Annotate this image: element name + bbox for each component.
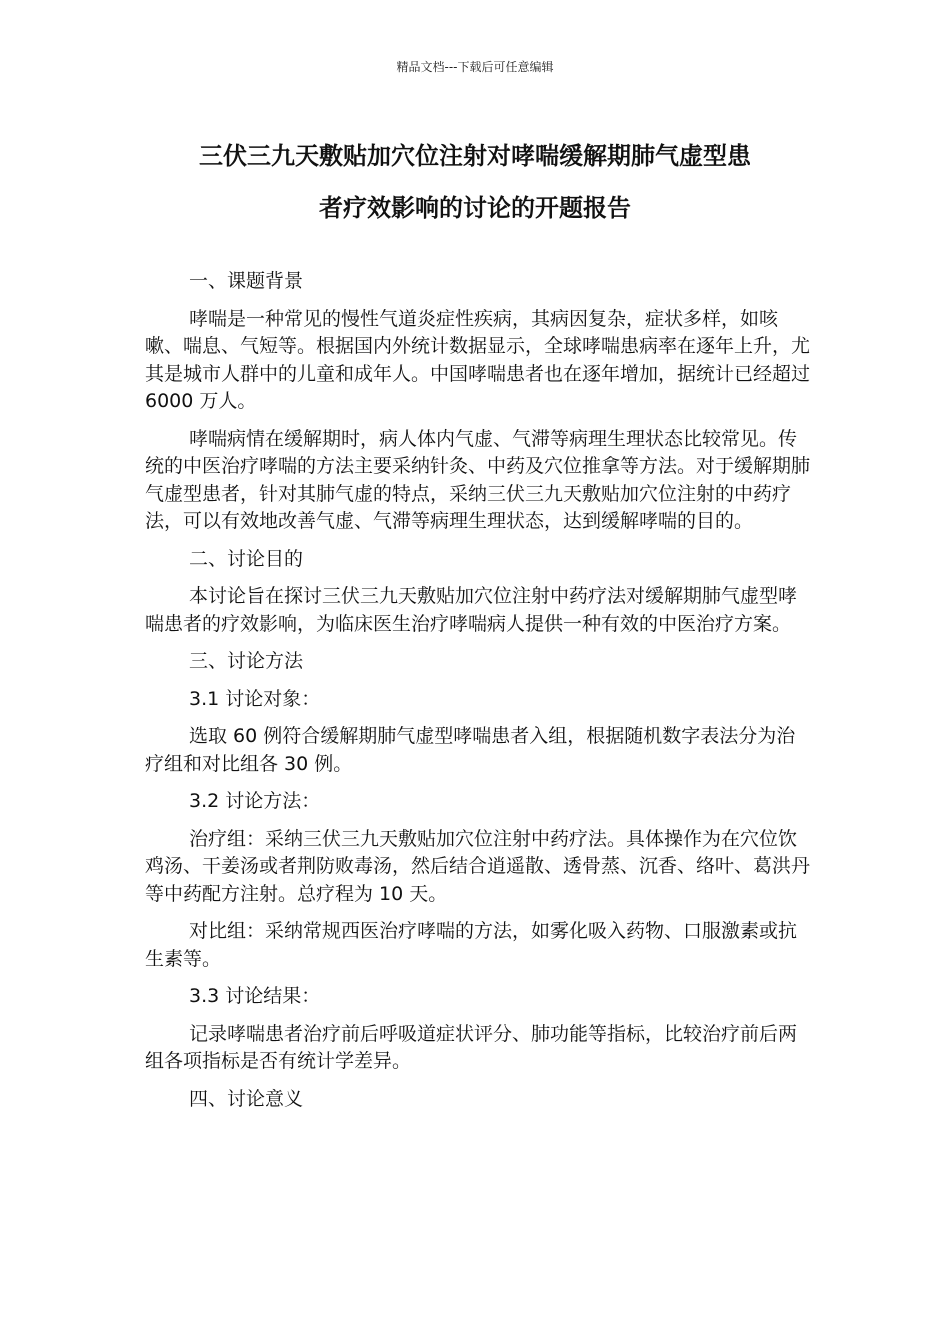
section-heading-purpose: 二、讨论目的 [189, 547, 304, 570]
paragraph-treatment-group: 治疗组：采纳三伏三九天敷贴加穴位注射中药疗法。具体操作为在穴位饮鸡汤、干姜汤或者荆防败毒汤，然后结合逍遥散、透骨蒸、沉香、络叶、葛洪丹等中药配方注射。总疗程为 10 天。 [145, 827, 811, 905]
subheading-methods: 3.2 讨论方法： [189, 790, 321, 812]
subheading-results: 3.3 讨论结果： [189, 985, 321, 1007]
paragraph-subjects: 选取 60 例符合缓解期肺气虚型哮喘患者入组，根据随机数字表法分为治疗组和对比组各 30 例。 [145, 725, 796, 775]
paragraph-background-2: 哮喘病情在缓解期时，病人体内气虚、气滞等病理生理状态比较常见。传统的中医治疗哮喘的方法主要采纳针灸、中药及穴位推拿等方法。对于缓解期肺气虚型患者，针对其肺气虚的特点，采纳三伏三九天敷贴加穴位注射的中药疗法，可以有效地改善气虚、气滞等病理生理状态，达到缓解哮喘的目的。 [145, 427, 811, 532]
paragraph-results: 记录哮喘患者治疗前后呼吸道症状评分、肺功能等指标，比较治疗前后两组各项指标是否有统计学差异。 [145, 1022, 798, 1072]
title-line-2: 者疗效影响的讨论的开题报告 [319, 194, 631, 222]
paragraph-purpose: 本讨论旨在探讨三伏三九天敷贴加穴位注射中药疗法对缓解期肺气虚型哮喘患者的疗效影响，为临床医生治疗哮喘病人提供一种有效的中医治疗方案。 [145, 585, 798, 635]
paragraph-control-group: 对比组：采纳常规西医治疗哮喘的方法，如雾化吸入药物、口服激素或抗生素等。 [145, 920, 798, 970]
header-note: 精品文档---下载后可任意编辑 [396, 60, 554, 74]
section-heading-significance: 四、讨论意义 [189, 1087, 304, 1110]
document-body [145, 268, 810, 1123]
document-title [120, 130, 830, 234]
section-heading-methods: 三、讨论方法 [189, 650, 304, 672]
section-heading-background: 一、课题背景 [189, 270, 304, 292]
title-line-1: 三伏三九天敷贴加穴位注射对哮喘缓解期肺气虚型患 [199, 142, 751, 170]
paragraph-background-1: 哮喘是一种常见的慢性气道炎症性疾病，其病因复杂，症状多样，如咳嗽、喘息、气短等。根据国内外统计数据显示，全球哮喘患病率在逐年上升，尤其是城市人群中的儿童和成年人。中国哮喘患者也在逐年增加，据统计已经超过 6000 万人。 [145, 307, 811, 412]
subheading-subjects: 3.1 讨论对象： [189, 687, 321, 710]
